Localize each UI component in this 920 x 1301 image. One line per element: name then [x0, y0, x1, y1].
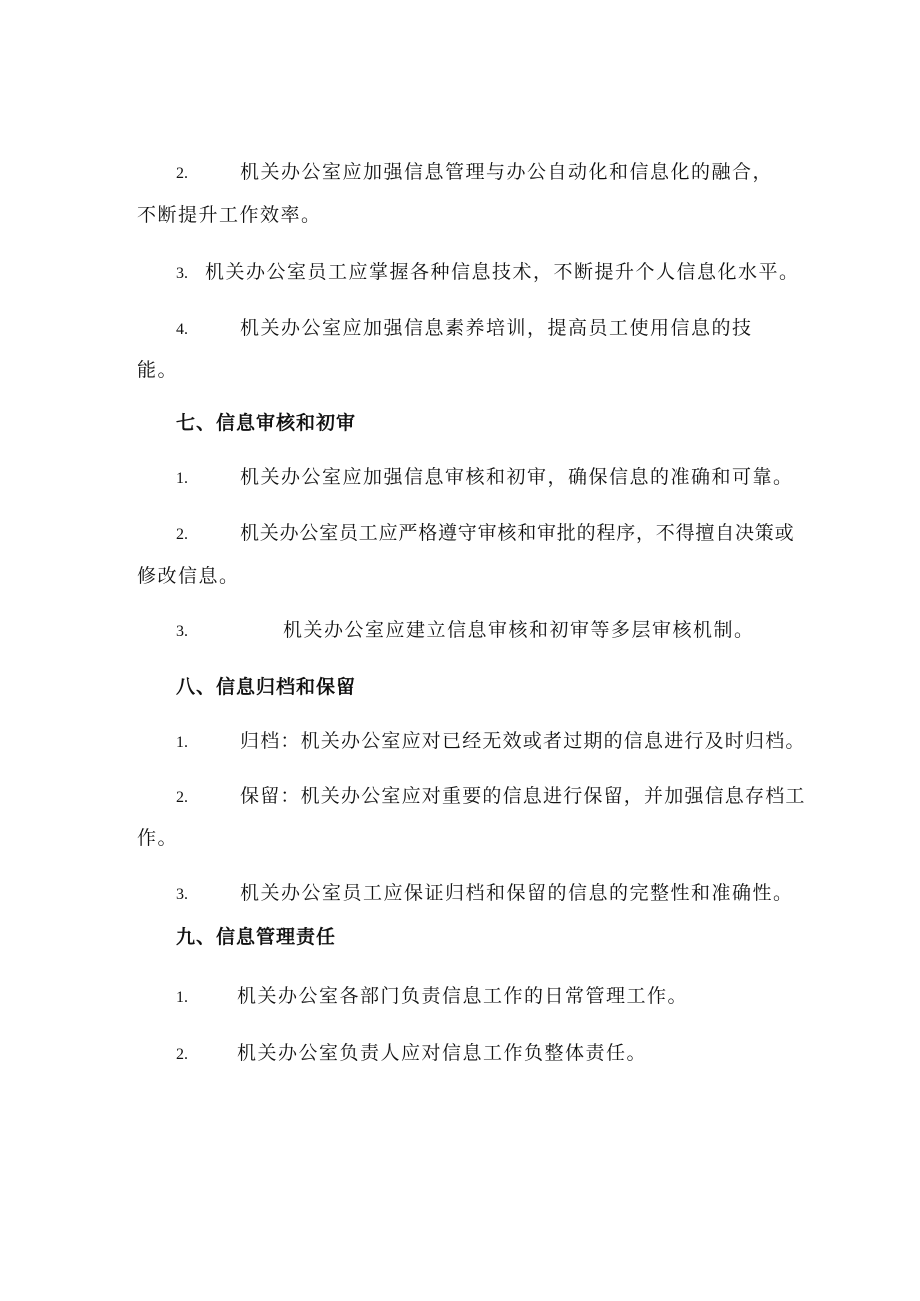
item-number: 3. [176, 623, 188, 640]
item-text: 机关办公室各部门负责信息工作的日常管理工作。 [237, 985, 689, 1007]
item-text-continued: 修改信息。 [137, 565, 240, 587]
item-number: 1. [176, 734, 188, 751]
item-text-continued: 能。 [137, 359, 179, 381]
section-heading: 八、信息归档和保留 [176, 676, 357, 698]
section-heading: 七、信息审核和初审 [176, 412, 357, 434]
item-text: 保留：机关办公室应对重要的信息进行保留，并加强信息存档工 [240, 785, 806, 807]
item-number: 2. [176, 526, 188, 543]
item-text: 机关办公室员工应掌握各种信息技术，不断提升个人信息化水平。 [205, 261, 800, 283]
item-text: 机关办公室员工应保证归档和保留的信息的完整性和准确性。 [240, 882, 794, 904]
item-number: 4. [176, 321, 188, 338]
item-text-continued: 作。 [137, 827, 179, 849]
item-text: 机关办公室应加强信息素养培训，提高员工使用信息的技 [240, 317, 753, 339]
item-text: 机关办公室应建立信息审核和初审等多层审核机制。 [283, 619, 755, 641]
item-number: 2. [176, 789, 188, 806]
item-number: 2. [176, 1046, 188, 1063]
section-heading: 九、信息管理责任 [176, 926, 337, 948]
item-text: 归档：机关办公室应对已经无效或者过期的信息进行及时归档。 [240, 730, 806, 752]
item-text: 机关办公室负责人应对信息工作负整体责任。 [237, 1042, 648, 1064]
item-number: 1. [176, 470, 188, 487]
item-number: 2. [176, 165, 188, 182]
item-text: 机关办公室应加强信息审核和初审，确保信息的准确和可靠。 [240, 466, 794, 488]
item-number: 3. [176, 886, 188, 903]
item-text: 机关办公室员工应严格遵守审核和审批的程序，不得擅自决策或 [240, 522, 795, 544]
item-text-continued: 不断提升工作效率。 [137, 204, 322, 226]
item-text: 机关办公室应加强信息管理与办公自动化和信息化的融合， [240, 161, 774, 183]
item-number: 1. [176, 989, 188, 1006]
item-number: 3. [176, 265, 188, 282]
